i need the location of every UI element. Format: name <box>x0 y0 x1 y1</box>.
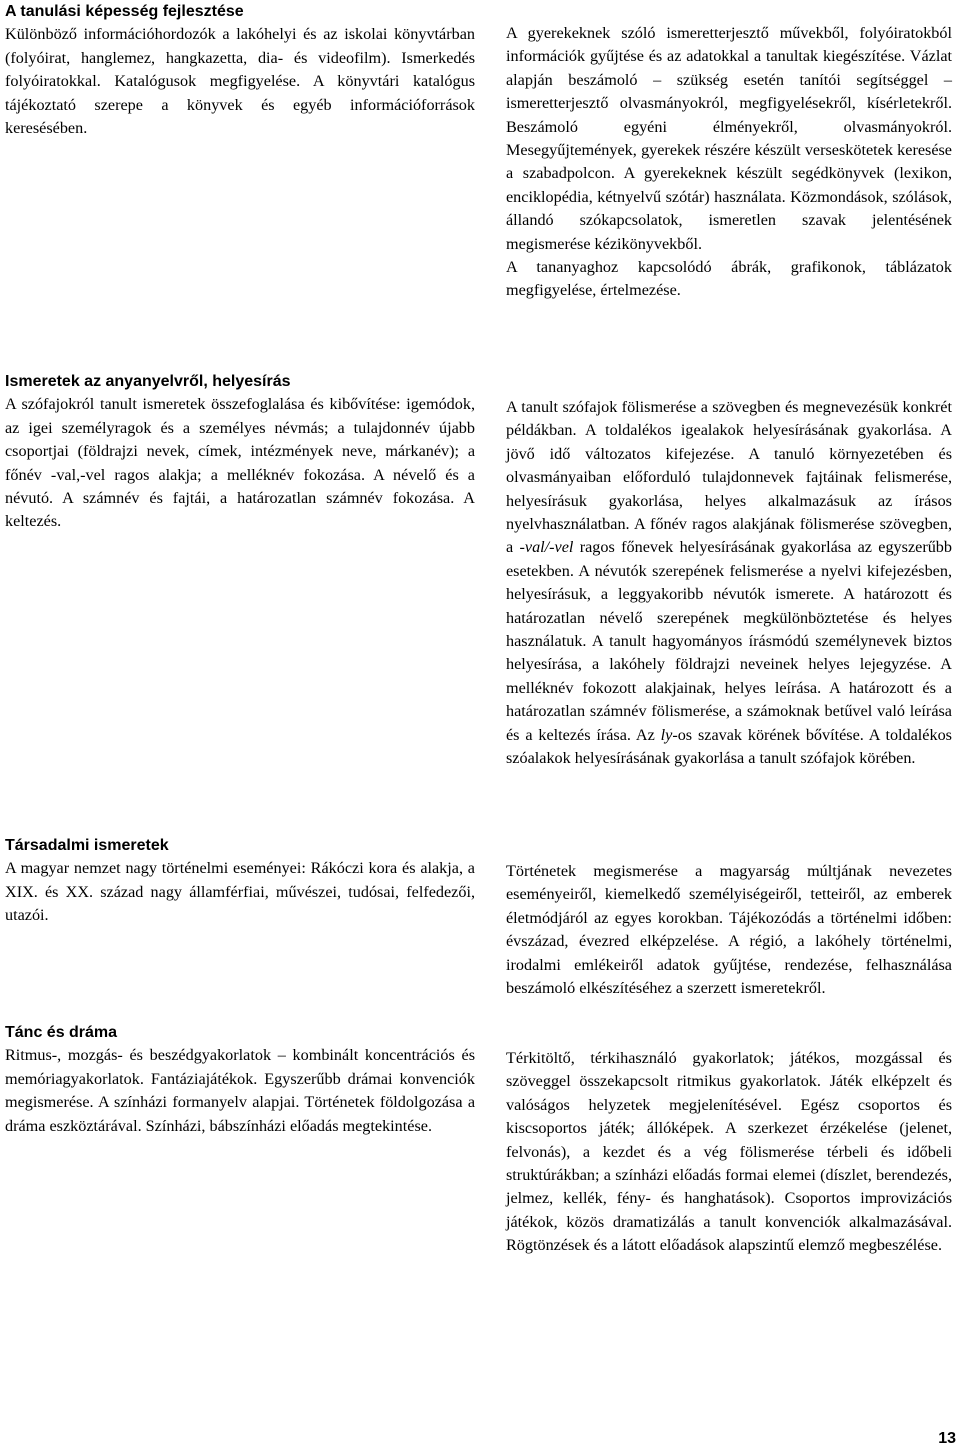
text-run: A tanult szófajok fölismerése a szövegben és megnevezésük konkrét példákban. A toldalékos igealakok helyesírásának gyakorlása. A jövő idő változatos kifejezése. A tanuló környezetében és olvasmányaiban előforduló tulajdonnevek fajtáinak felismerése, helyesírásuk gyakorlása, helyes alkalmazásuk az írásos nyelvhasználatban. A főnév ragos alakjának fölismerése szövegben, a <box>506 398 952 557</box>
section-text: A szófajokról tanult ismeretek összefoglalása és kibővítése: igemódok, az igei személyragok és a személyes névmás; a tulajdonnév újabb csoportjai (földrajzi nevek, címek, intézmények neve, márkanév); a főnév -val,-vel ragos alakja; a melléknév fokozása. A névelő és a névutó. A számnév és fajtái, a határozatlan számnév fokozása. A keltezés. <box>5 395 475 531</box>
section-text: Ritmus-, mozgás- és beszédgyakorlatok – kombinált koncentrációs és memóriagyakorlatok. Fantáziajátékok. Egyszerűbb drámai konvenciók megismerése. A színházi formanyelv alapjai. Történetek földolgozása a dráma eszköztárával. Színházi, bábszínházi előadás megtekintése. <box>5 1046 475 1135</box>
block-paragraph <box>506 396 952 771</box>
section-text: A magyar nemzet nagy történelmi eseményei: Rákóczi kora és alakja, a XIX. és XX. század nagy államférfiai, művészei, tudósai, felfedezői, utazói. <box>5 859 475 925</box>
page-number: 13 <box>938 1430 956 1447</box>
block-paragraph: A tananyaghoz kapcsolódó ábrák, grafikonok, táblázatok megfigyelése, értelmezése. <box>506 258 952 300</box>
block-reference-works <box>506 22 952 303</box>
block-history <box>506 860 952 1000</box>
italic-run: -val/-vel <box>519 538 574 557</box>
section-dance-drama <box>5 1021 475 1138</box>
block-paragraph: Történetek megismerése a magyarság múltjának nevezetes eseményeiről, kiemelkedő személyiségeiről, tetteiről, az emberek életmódjáról az egyes korokban. Tájékozódás a történelmi időben: évszázad, évezred elképzelése. A régió, a lakóhely történelmi, irodalmi emlékeiről adatok gyűjtése, rendezése, felhasználása beszámoló elkészítéséhez a szerzett ismeretekről. <box>506 862 952 998</box>
section-heading: Ismeretek az anyanyelvről, helyesírás <box>5 373 291 390</box>
section-heading: A tanulási képesség fejlesztése <box>5 3 244 20</box>
section-native-language <box>5 370 475 534</box>
text-run: ragos főnevek helyesírásának gyakorlása az egyszerűbb esetekben. A névutók szerepének felismerése a nyelvi kifejezésben, helyesírásuk, a leggyakoribb névutók ismerete. A határozott és határozatlan névelő szerepének megkülönböztetése és helyes használatuk. A tanult hagyományos írásmódú személynevek biztos helyesírása, a lakóhely földrajzi neveinek helyes lejegyzése. A melléknév fokozott alakjainak, helyes leírása. A határozott és a határozatlan számnév fölismerése, a számoknak betűvel való leírása és a keltezés írása. Az <box>506 538 952 744</box>
section-social-studies <box>5 834 475 928</box>
section-heading: Tánc és dráma <box>5 1024 118 1041</box>
block-word-classes <box>506 396 952 771</box>
text-run: -os szavak körének bővítése. A toldalékos szóalakok helyesírásának gyakorlása a tanult szófajok körében. <box>506 725 952 768</box>
block-drama-exercises <box>506 1047 952 1258</box>
block-paragraph: A gyerekeknek szóló ismeretterjesztő művekből, folyóiratokból információk gyűjtése és az adatokkal a tanultak kiegészítése. Vázlat alapján beszámoló – szükség esetén tanítói segítséggel – ismeretterjesztő olvasmányokról, megfigyelésekről, kísérletekről. Beszámoló egyéni élményekről, olvasmányokról. Mesegyűjtemények, gyerekek részére készült verseskötetek keresése a szabadpolcon. A gyerekeknek készült segédkönyvek (lexikon, enciklopédia, kétnyelvű szótár) használata. Közmondások, szólások, állandó szókapcsolatok, ismeretlen szavak jelentésének megismerése kézikönyvekből. <box>506 24 952 253</box>
section-learning-skills <box>5 0 475 140</box>
block-paragraph: Térkitöltő, térkihasználó gyakorlatok; játékos, mozgással és szöveggel összekapcsolt ritmikus gyakorlatok. Játék elképzelt és valóságos helyzetek megjelenítésével. Egész csoportos és kiscsoportos játék; állóképek. A szerkezet érzékelése (jelenet, felvonás), a kezdet és a vég fölismerése térbeli és időbeli struktúrákban; a színházi előadás formai elemei (díszlet, berendezés, jelmez, kellék, fény- és hanghatások). Csoportos improvizációs játékok, közös dramatizálás a tanult konvenciók alkalmazásával. Rögtönzések és a látott előadások alapszintű elemző megbeszélése. <box>506 1049 952 1255</box>
italic-run: ly <box>660 725 673 744</box>
section-text: Különböző információhordozók a lakóhelyi és az iskolai könyvtárban (folyóirat, hanglemez, hangkazetta, dia- és videofilm). Ismerkedés folyóiratokkal. Katalógusok megfigyelése. A könyvtári katalógus tájékoztató szerepe a könyvek és egyéb információforrások keresésében. <box>5 25 475 138</box>
section-heading: Társadalmi ismeretek <box>5 837 169 854</box>
